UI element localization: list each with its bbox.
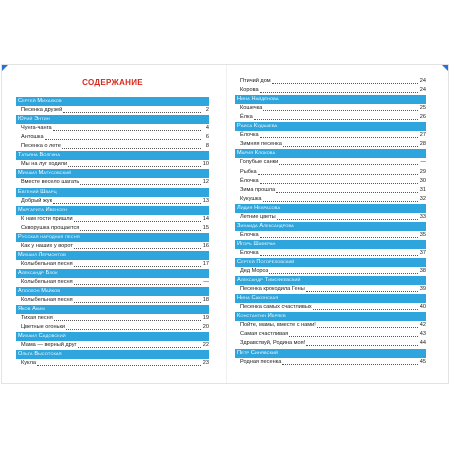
dot-leader (289, 335, 418, 337)
contents-entry (16, 197, 209, 206)
contents-entry (235, 131, 426, 140)
page-number: 14 (202, 215, 209, 222)
entry-title: Рыбка (240, 168, 257, 175)
author-heading: Зинаида Александрова (235, 222, 426, 231)
page-corner-mark (2, 65, 8, 71)
author-heading: Игорь Шаферан (235, 240, 426, 249)
entry-title: Песенка друзей (21, 107, 63, 114)
contents-entry (235, 104, 426, 113)
contents-entry (235, 195, 426, 204)
entry-title: Колыбельная песня (21, 260, 73, 267)
contents-entry (235, 330, 426, 339)
page-number: 31 (419, 186, 426, 193)
author-heading: Ольга Высотская (16, 350, 209, 359)
entry-title: Пойте, мамы, вместе с нами! (240, 322, 316, 329)
author-heading: Александр Блок (16, 269, 209, 278)
contents-entry (235, 339, 426, 348)
contents-entry (235, 158, 426, 167)
dot-leader (80, 229, 201, 231)
contents-entry (235, 86, 426, 95)
contents-entry (235, 249, 426, 258)
entry-title: Как у наших у ворот (21, 242, 73, 249)
entry-title: Зимняя песенка (240, 141, 282, 148)
entry-title: Песенка о лете (21, 143, 61, 150)
entry-title: Ёлочка (240, 231, 259, 238)
page-number: 32 (419, 195, 426, 202)
contents-entry (235, 113, 426, 122)
dot-leader (279, 163, 418, 165)
author-heading: Александр Тимофеевский (235, 276, 426, 285)
dot-leader (313, 308, 418, 310)
page-number: 2 (205, 107, 209, 114)
entry-title: Ёлочка (240, 249, 259, 256)
contents-entry (16, 178, 209, 187)
entry-title: Летние цветы (240, 213, 276, 220)
dot-leader (37, 364, 201, 366)
dot-leader (306, 290, 418, 292)
book-spread (1, 64, 449, 384)
page-number: 17 (202, 260, 209, 267)
page-number: 23 (202, 360, 209, 367)
contents-entry (16, 215, 209, 224)
entry-title: Корова (240, 87, 259, 94)
book-spine (226, 65, 227, 383)
contents-entry (16, 160, 209, 169)
entry-title: Ёлочка (240, 132, 259, 139)
contents-entry (16, 323, 209, 332)
page-number: 13 (202, 197, 209, 204)
entry-title: Мама — верный друг (21, 342, 77, 349)
page-number: 24 (419, 78, 426, 84)
page-number: 19 (202, 315, 209, 322)
dot-leader (269, 272, 418, 274)
contents-entry (16, 224, 209, 233)
entry-title: Самая счастливая (240, 331, 289, 338)
page-number: 25 (419, 105, 426, 112)
page-number: 24 (419, 87, 426, 94)
entry-title: Тихая песня (21, 315, 53, 322)
contents-entry (16, 359, 209, 368)
entry-title: Колыбельная песня (21, 297, 73, 304)
dot-leader (260, 182, 418, 184)
dot-leader (66, 328, 201, 330)
entry-title: Здравствуй, Родина моя! (240, 340, 306, 347)
dot-leader (263, 109, 418, 111)
page-number: 33 (419, 213, 426, 220)
entry-title: Голубые санки (240, 159, 279, 166)
contents-entry (235, 140, 426, 149)
page-number: — (420, 159, 426, 166)
entry-title: Песенка самых счастливых (240, 304, 312, 311)
author-heading: Петр Синявский (235, 349, 426, 358)
page-number: 28 (419, 141, 426, 148)
contents-entry (16, 296, 209, 305)
page-number: 10 (202, 161, 209, 168)
dot-leader (53, 202, 201, 204)
author-heading: Аполлон Майков (16, 287, 209, 296)
entry-title: К нам гости пришли (21, 215, 73, 222)
page-number: 26 (419, 114, 426, 121)
contents-entry (16, 260, 209, 269)
author-heading: Мария Клокова (235, 149, 426, 158)
entry-title: Мы на луг ходили (21, 161, 68, 168)
entry-title: Добрый жук (21, 197, 53, 204)
contents-entry (16, 133, 209, 142)
page-number: — (203, 279, 209, 285)
page-number: 18 (202, 297, 209, 304)
page-number: 4 (205, 125, 209, 132)
entry-title: Скворушка прощается (21, 224, 80, 231)
dot-leader (74, 265, 201, 267)
dot-leader (260, 91, 418, 93)
dot-leader (258, 173, 418, 175)
author-heading: Русская народная песня (16, 233, 209, 242)
dot-leader (63, 111, 201, 113)
entry-title: Кошечка (240, 105, 263, 112)
entry-title: Цветные огоньки (21, 324, 66, 331)
author-heading: Константин Ибряев (235, 312, 426, 321)
dot-leader (282, 363, 418, 365)
page-title: СОДЕРЖАНИЕ (82, 78, 143, 87)
dot-leader (53, 129, 201, 131)
page-number: 30 (419, 177, 426, 184)
entry-title: Дед Мороз (240, 268, 269, 275)
dot-leader (80, 183, 201, 185)
entry-title: Антошка (21, 134, 44, 141)
contents-entry (235, 285, 426, 294)
dot-leader (74, 301, 201, 303)
dot-leader (263, 200, 418, 202)
entry-title: Песенка крокодила Гены (240, 286, 305, 293)
contents-entry (235, 303, 426, 312)
contents-entry (16, 341, 209, 350)
dot-leader (254, 118, 418, 120)
page-number: 35 (419, 231, 426, 238)
page-number: 20 (202, 324, 209, 331)
entry-title: Колыбельная песня (21, 279, 73, 285)
entry-title: Птичий дом (240, 78, 271, 84)
contents-entry (16, 314, 209, 323)
page-number: 15 (202, 224, 209, 231)
page-number: 37 (419, 249, 426, 256)
entry-title: Чунга-чанга (21, 125, 52, 132)
author-heading: Татьяна Волгина (16, 151, 209, 160)
dot-leader (283, 145, 418, 147)
author-heading: Михаил Лермонтов (16, 251, 209, 260)
entry-title: Кукла (21, 360, 36, 367)
page-number: 29 (419, 168, 426, 175)
author-heading: Нина Саконская (235, 294, 426, 303)
dot-leader (45, 138, 201, 140)
contents-entry (235, 77, 426, 86)
author-heading: Маргарита Ивенсен (16, 206, 209, 215)
author-heading: Сергей Погореловский (235, 258, 426, 267)
dot-leader (78, 346, 201, 348)
entry-title: Зима прошла (240, 186, 276, 193)
contents-entry (235, 213, 426, 222)
dot-leader (260, 254, 418, 256)
dot-leader (68, 165, 201, 167)
dot-leader (74, 247, 201, 249)
page-corner-mark (442, 65, 448, 71)
dot-leader (260, 136, 418, 138)
page-number: 27 (419, 132, 426, 139)
entry-title: Ёлка (240, 114, 253, 121)
entry-title: Кукушка (240, 195, 262, 202)
entry-title: Вместе весело шагать (21, 179, 80, 186)
page-number: 6 (205, 134, 209, 141)
dot-leader (306, 344, 418, 346)
contents-entry (16, 106, 209, 115)
page-number: 39 (419, 286, 426, 293)
author-heading: Евгений Шварц (16, 188, 209, 197)
author-heading: Нина Найдёнова (235, 95, 426, 104)
dot-leader (62, 147, 201, 149)
dot-leader (54, 319, 201, 321)
contents-entry (235, 168, 426, 177)
contents-entry (235, 321, 426, 330)
dot-leader (260, 236, 418, 238)
page-number: 43 (419, 331, 426, 338)
author-heading: Юрий Энтин (16, 115, 209, 124)
dot-leader (74, 220, 201, 222)
author-heading: Михаил Матусовский (16, 169, 209, 178)
contents-entry (235, 358, 426, 367)
dot-leader (277, 218, 418, 220)
author-heading: Лидия Некрасова (235, 204, 426, 213)
page-number: 45 (419, 358, 426, 365)
page-number: 42 (419, 322, 426, 329)
author-heading: Яков Аким (16, 305, 209, 314)
page-number: 44 (419, 340, 426, 347)
entry-title: Ёлочка (240, 177, 259, 184)
contents-entry (16, 242, 209, 251)
dot-leader (317, 326, 418, 328)
dot-leader (276, 191, 418, 193)
author-heading: Михаил Садовский (16, 332, 209, 341)
contents-entry (16, 142, 209, 151)
page-number: 40 (419, 304, 426, 311)
page-number: 8 (205, 143, 209, 150)
page-number: 12 (202, 179, 209, 186)
page-number: 22 (202, 342, 209, 349)
author-heading: Раиса Кудашева (235, 122, 426, 131)
contents-entry (16, 124, 209, 133)
contents-entry (235, 186, 426, 195)
dot-leader (272, 82, 418, 84)
entry-title: Родная песенка (240, 358, 282, 365)
contents-entry (235, 267, 426, 276)
contents-entry (235, 231, 426, 240)
contents-entry (16, 278, 209, 287)
page-number: 16 (202, 242, 209, 249)
author-heading: Сергей Михалков (16, 97, 209, 106)
dot-leader (74, 283, 201, 285)
contents-entry (235, 177, 426, 186)
page-number: 38 (419, 268, 426, 275)
